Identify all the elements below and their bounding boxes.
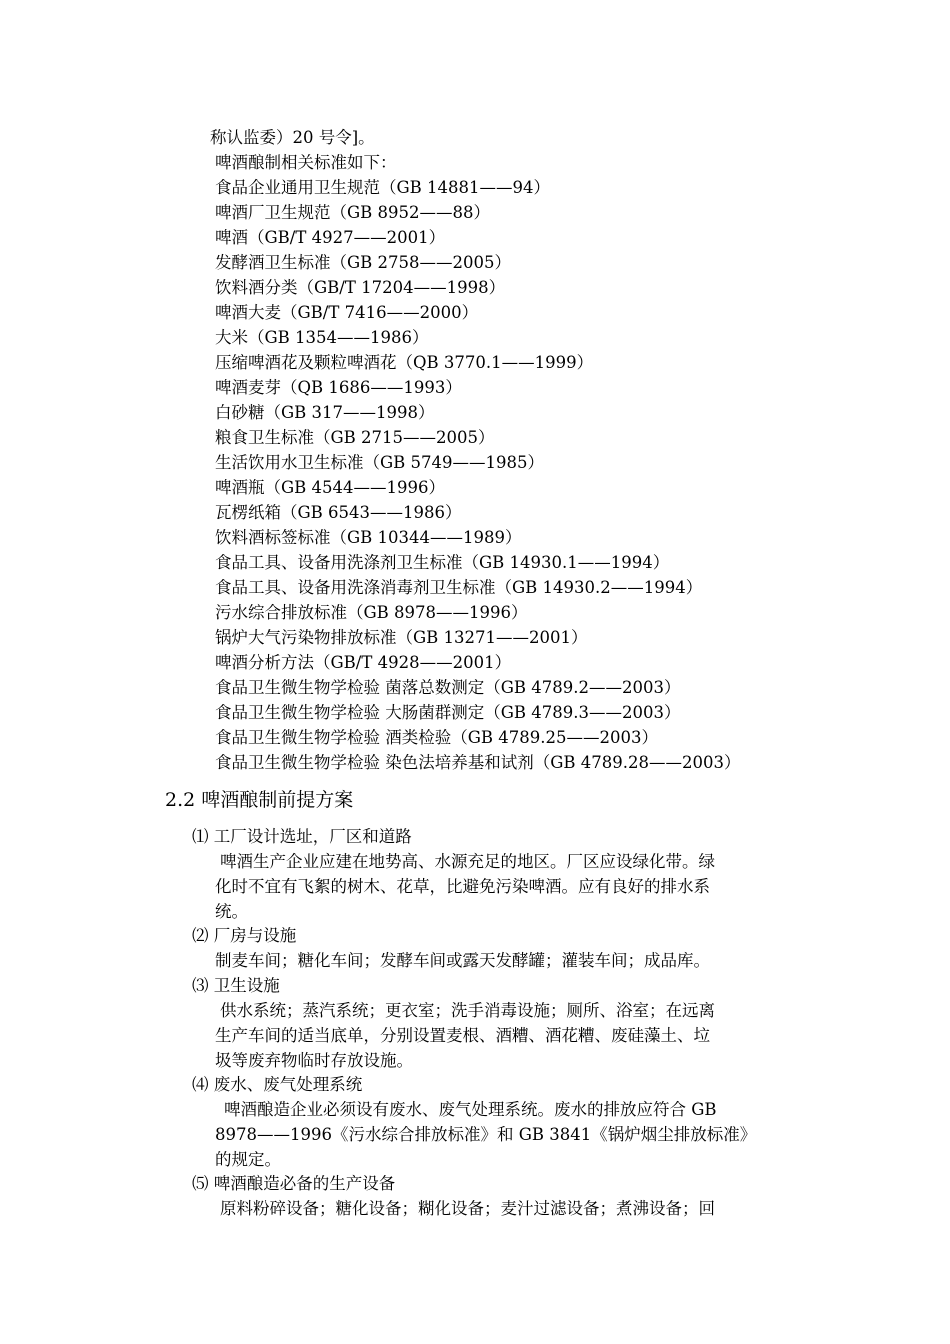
item-line: 8978——1996《污水综合排放标准》和 GB 3841《锅炉烟尘排放标准》 <box>215 1125 757 1144</box>
item-line: 原料粉碎设备；糖化设备；糊化设备；麦汁过滤设备；煮沸设备；回 <box>220 1199 715 1218</box>
item-heading-site: ⑴ 工厂设计选址，厂区和道路 <box>192 827 412 846</box>
standard-item: 食品卫生微生物学检验 染色法培养基和试剂（GB 4789.28——2003） <box>215 753 741 772</box>
standard-item: 压缩啤酒花及颗粒啤酒花（QB 3770.1——1999） <box>215 353 594 372</box>
standard-item: 食品卫生微生物学检验 大肠菌群测定（GB 4789.3——2003） <box>215 703 681 722</box>
item-heading-facilities: ⑵ 厂房与设施 <box>192 926 297 945</box>
standard-item: 啤酒分析方法（GB/T 4928——2001） <box>215 653 512 672</box>
item-line: 啤酒酿造企业必须设有废水、废气处理系统。废水的排放应符合 GB <box>224 1100 717 1119</box>
section-heading: 2.2 啤酒酿制前提方案 <box>165 789 354 811</box>
standard-item: 大米（GB 1354——1986） <box>215 328 429 347</box>
standard-item: 啤酒麦芽（QB 1686——1993） <box>215 378 462 397</box>
item-line: 生产车间的适当底单，分别设置麦根、酒糟、酒花糟、废硅藻土、垃 <box>215 1026 710 1045</box>
item-heading-sanitation: ⑶ 卫生设施 <box>192 976 280 995</box>
standard-item: 锅炉大气污染物排放标准（GB 13271——2001） <box>215 628 588 647</box>
item-heading-equipment: ⑸ 啤酒酿造必备的生产设备 <box>192 1174 396 1193</box>
standard-item: 瓦楞纸箱（GB 6543——1986） <box>215 503 462 522</box>
standard-item: 生活饮用水卫生标准（GB 5749——1985） <box>215 453 545 472</box>
item-line: 的规定。 <box>215 1150 281 1169</box>
intro-line-1: 称认监委）20 号令]。 <box>210 128 375 147</box>
standard-item: 食品卫生微生物学检验 菌落总数测定（GB 4789.2——2003） <box>215 678 681 697</box>
standard-item: 啤酒瓶（GB 4544——1996） <box>215 478 446 497</box>
standard-item: 啤酒大麦（GB/T 7416——2000） <box>215 303 479 322</box>
standard-item: 食品企业通用卫生规范（GB 14881——94） <box>215 178 551 197</box>
standard-item: 粮食卫生标准（GB 2715——2005） <box>215 428 495 447</box>
item-line: 啤酒生产企业应建在地势高、水源充足的地区。厂区应设绿化带。绿 <box>220 852 715 871</box>
item-line: 统。 <box>215 902 248 921</box>
item-line: 圾等废弃物临时存放设施。 <box>215 1051 413 1070</box>
standard-item: 发酵酒卫生标准（GB 2758——2005） <box>215 253 512 272</box>
item-line: 制麦车间；糖化车间；发酵车间或露天发酵罐；灌装车间；成品库。 <box>215 951 710 970</box>
standard-item: 啤酒（GB/T 4927——2001） <box>215 228 446 247</box>
standard-item: 食品工具、设备用洗涤消毒剂卫生标准（GB 14930.2——1994） <box>215 578 703 597</box>
intro-line-2: 啤酒酿制相关标准如下： <box>215 153 397 172</box>
item-line: 化时不宜有飞絮的树木、花草，比避免污染啤酒。应有良好的排水系 <box>215 877 710 896</box>
standard-item: 污水综合排放标准（GB 8978——1996） <box>215 603 528 622</box>
standard-item: 饮料酒标签标准（GB 10344——1989） <box>215 528 522 547</box>
standard-item: 白砂糖（GB 317——1998） <box>215 403 435 422</box>
standard-item: 饮料酒分类（GB/T 17204——1998） <box>215 278 506 297</box>
standard-item: 啤酒厂卫生规范（GB 8952——88） <box>215 203 491 222</box>
standard-item: 食品卫生微生物学检验 酒类检验（GB 4789.25——2003） <box>215 728 659 747</box>
item-heading-waste: ⑷ 废水、废气处理系统 <box>192 1075 363 1094</box>
item-line: 供水系统；蒸汽系统；更衣室；洗手消毒设施；厕所、浴室；在远离 <box>220 1001 715 1020</box>
standard-item: 食品工具、设备用洗涤剂卫生标准（GB 14930.1——1994） <box>215 553 670 572</box>
